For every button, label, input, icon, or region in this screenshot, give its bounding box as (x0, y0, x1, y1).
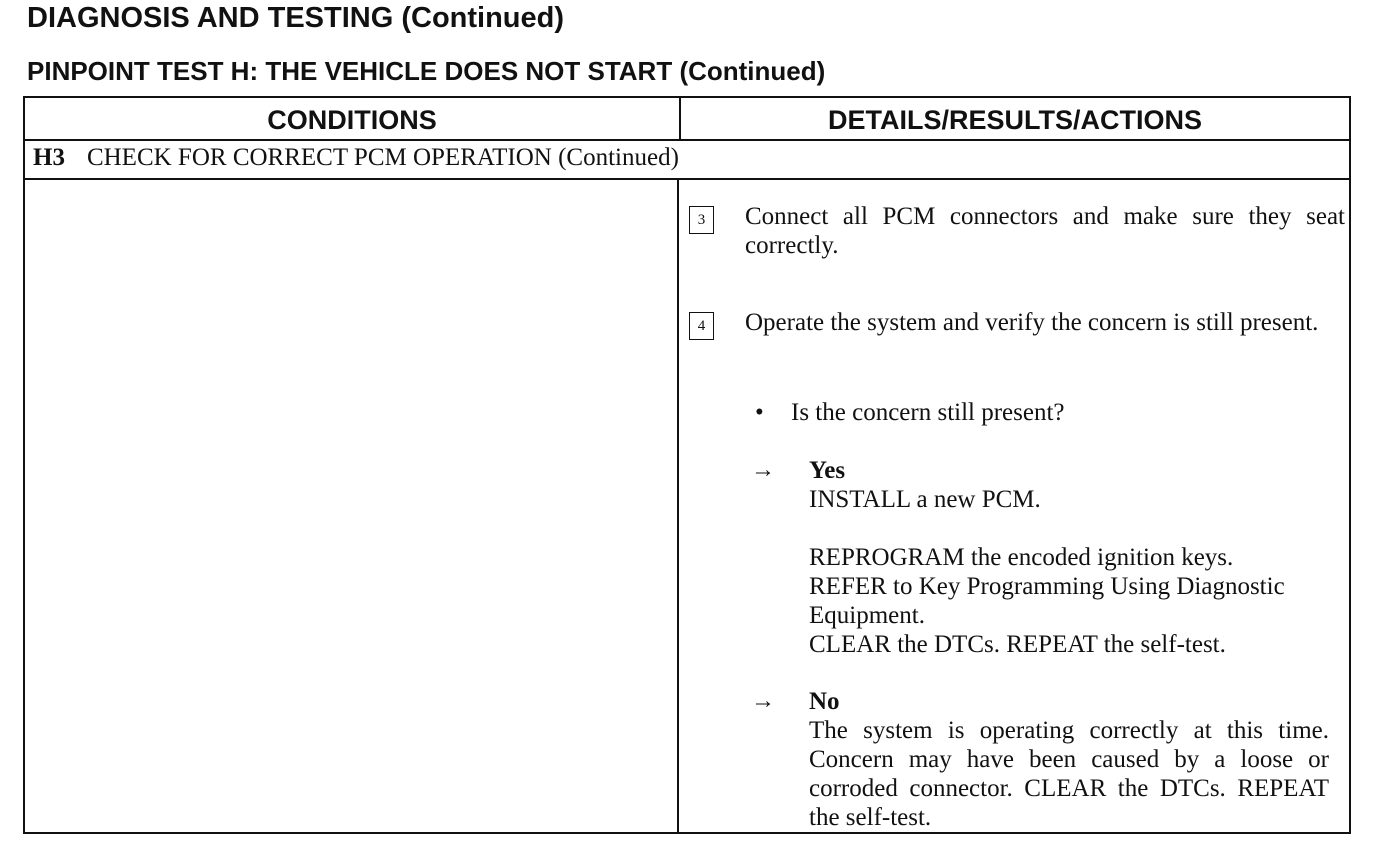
step-4-text: Operate the system and verify the concern is still present. (745, 309, 1319, 336)
conditions-header: CONDITIONS (267, 105, 437, 135)
step-3-text: Connect all PCM connectors and make sure they seat correctly. (745, 203, 1345, 259)
header-column-divider (679, 98, 681, 139)
arrow-right-icon: → (751, 457, 775, 483)
step-number-box: 3 (689, 206, 714, 234)
bullet-icon: • (755, 399, 764, 426)
page-title: DIAGNOSIS AND TESTING (Continued) (27, 2, 565, 34)
answer-yes-action-1: INSTALL a new PCM. (809, 486, 1041, 513)
arrow-right-icon: → (751, 688, 775, 714)
step-code: H3 (33, 144, 65, 171)
answer-no-label: No (809, 688, 840, 715)
answer-yes-action-2: REPROGRAM the encoded ignition keys. (809, 544, 1234, 571)
answer-yes-action-3: REFER to Key Programming Using Diagnostic Equipment. (809, 573, 1285, 629)
answer-yes-action-4: CLEAR the DTCs. REPEAT the self-test. (809, 631, 1226, 658)
pinpoint-test-title: PINPOINT TEST H: THE VEHICLE DOES NOT START (Continued) (27, 56, 826, 86)
details-header: DETAILS/RESULTS/ACTIONS (827, 105, 1202, 135)
answer-no-body (809, 687, 1329, 832)
answer-no-action: The system is operating correctly at this time. Concern may have been caused by a loose or corroded connector. CLEAR the DTCs. REPEAT the self-test. (809, 717, 1329, 831)
step-title-divider (25, 178, 1349, 180)
step-number-box: 4 (689, 312, 714, 340)
step-title-row (33, 144, 679, 172)
body-column-divider (677, 178, 679, 834)
question-text: Is the concern still present? (791, 399, 1065, 426)
header-divider (25, 139, 1349, 141)
question-item (755, 398, 1065, 427)
answer-yes-body (809, 456, 1349, 659)
answer-yes-label: Yes (809, 457, 846, 484)
pinpoint-table (23, 96, 1351, 834)
step-title-text: CHECK FOR CORRECT PCM OPERATION (Continued) (86, 144, 679, 171)
